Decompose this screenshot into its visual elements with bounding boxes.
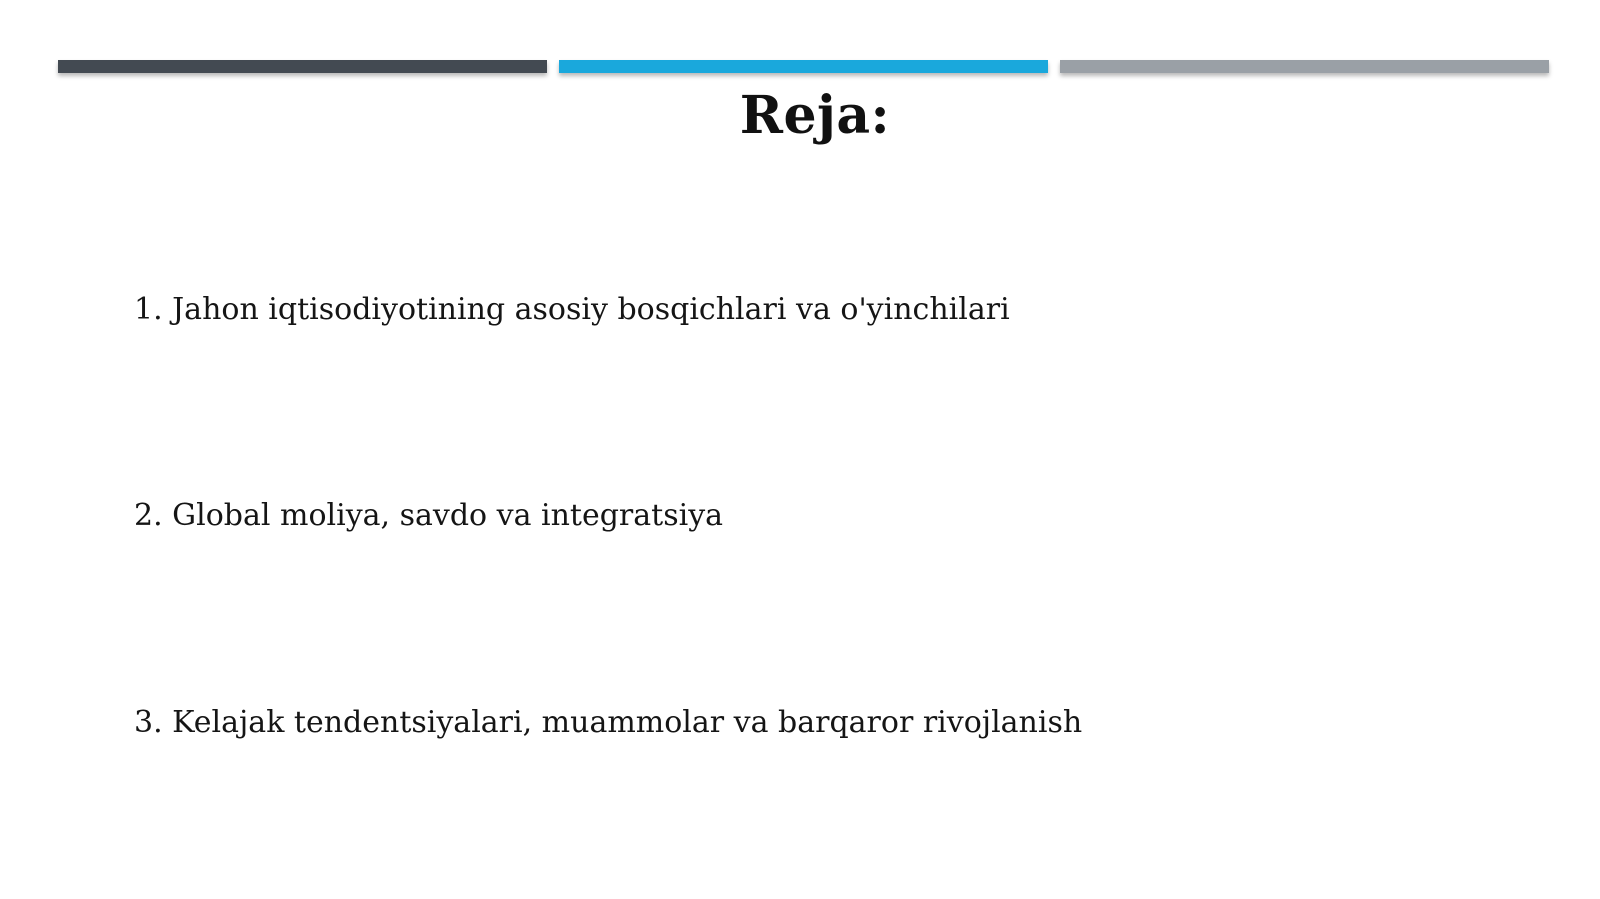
accent-bar-gray	[1060, 60, 1549, 73]
plan-item-3: 3. Kelajak tendentsiyalari, muammolar va barqaror rivojlanish	[134, 705, 1083, 740]
accent-bar-dark	[58, 60, 547, 73]
slide-title: Reja:	[739, 85, 891, 146]
plan-item-1: 1. Jahon iqtisodiyotining asosiy bosqichlari va o'yinchilari	[134, 292, 1010, 327]
plan-item-2: 2. Global moliya, savdo va integratsiya	[134, 498, 724, 533]
accent-bar-blue	[559, 60, 1048, 73]
header-accent-bars	[58, 60, 1550, 73]
